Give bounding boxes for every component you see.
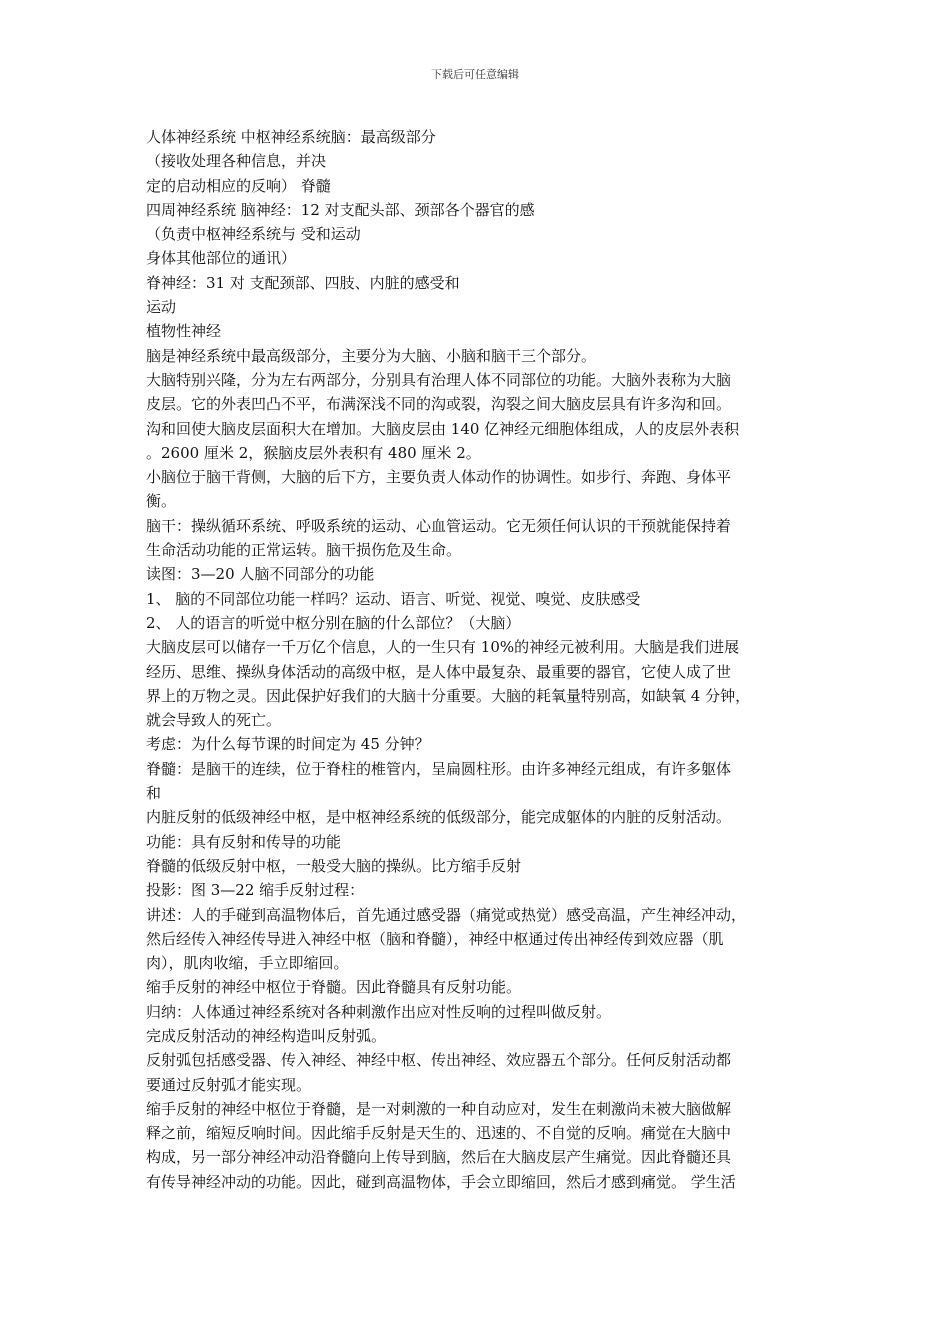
document-body	[146, 125, 818, 1194]
text-line: 缩手反射的神经中枢位于脊髓。因此脊髓具有反射功能。	[146, 978, 522, 997]
text-line: 肉），肌肉收缩，手立即缩回。	[146, 954, 349, 973]
text-line: 界上的万物之灵。因此保护好我们的大脑十分重要。大脑的耗氧量特别高，如缺氧 4 分钟，	[146, 686, 751, 705]
text-line: 2、 人的语言的听觉中枢分别在脑的什么部位？（大脑）	[146, 613, 521, 632]
text-line: 身体其他部位的通讯）	[146, 249, 297, 268]
text-line: 大脑特别兴隆，分为左右两部分，分别具有治理人体不同部位的功能。大脑外表称为大脑	[146, 370, 732, 389]
text-line: 投影：图 3—22 缩手反射过程：	[146, 881, 365, 900]
text-line: 脊髓的低级反射中枢，一般受大脑的操纵。比方缩手反射	[146, 856, 522, 875]
text-line: 缩手反射的神经中枢位于脊髓，是一对刺激的一种自动应对，发生在刺激尚未被大脑做解	[146, 1099, 732, 1118]
text-line: （接收处理各种信息，并决	[146, 152, 327, 171]
text-line: 脊神经：31 对 支配颈部、四肢、内脏的感受和	[146, 273, 460, 292]
text-line: 沟和回使大脑皮层面积大在增加。大脑皮层由 140 亿神经元细胞体组成，人的皮层外表积	[146, 419, 740, 438]
text-line: 和	[146, 784, 162, 803]
text-line: 四周神经系统 脑神经：12 对支配头部、颈部各个器官的感	[146, 200, 535, 219]
text-line: 1、 脑的不同部位功能一样吗？运动、语言、听觉、视觉、嗅觉、皮肤感受	[146, 589, 641, 608]
text-line: 讲述：人的手碰到高温物体后，首先通过感受器（痛觉或热觉）感受高温，产生神经冲动，	[146, 905, 747, 924]
text-line: 运动	[146, 298, 177, 317]
text-line: 功能：具有反射和传导的功能	[146, 832, 342, 851]
text-line: （负责中枢神经系统与 受和运动	[146, 225, 361, 244]
text-line: 内脏反射的低级神经中枢，是中枢神经系统的低级部分，能完成躯体的内脏的反射活动。	[146, 808, 732, 827]
text-line: 经历、思维、操纵身体活动的高级中枢，是人体中最复杂、最重要的器官，它使人成了世	[146, 662, 732, 681]
text-line: 皮层。它的外表凹凸不平，布满深浅不同的沟或裂，沟裂之间大脑皮层具有许多沟和回。	[146, 395, 732, 414]
text-line: 衡。	[146, 492, 177, 511]
text-line: 人体神经系统 中枢神经系统脑：最高级部分	[146, 128, 436, 146]
text-line: 植物性神经	[146, 322, 222, 341]
text-line: 反射弧包括感受器、传入神经、神经中枢、传出神经、效应器五个部分。任何反射活动都	[146, 1051, 732, 1070]
text-line: 有传导神经冲动的功能。因此，碰到高温物体，手会立即缩回，然后才感到痛觉。 学生活	[146, 1172, 736, 1191]
text-line: 脊髓：是脑干的连续，位于脊柱的椎管内，呈扁圆柱形。由许多神经元组成，有许多躯体	[146, 759, 732, 778]
text-line: 就会导致人的死亡。	[146, 711, 282, 730]
text-line: 读图：3—20 人脑不同部分的功能	[146, 565, 375, 584]
text-line: 定的启动相应的反响） 脊髓	[146, 176, 331, 195]
text-line: 小脑位于脑干背侧，大脑的后下方，主要负责人体动作的协调性。如步行、奔跑、身体平	[146, 468, 732, 487]
text-line: 脑是神经系统中最高级部分，主要分为大脑、小脑和脑干三个部分。	[146, 346, 597, 365]
text-line: 生命活动功能的正常运转。脑干损伤危及生命。	[146, 541, 462, 560]
text-line: 脑干：操纵循环系统、呼吸系统的运动、心血管运动。它无须任何认识的干预就能保持着	[146, 516, 732, 535]
text-line: 考虑：为什么每节课的时间定为 45 分钟？	[146, 735, 430, 754]
page-header: 下载后可任意编辑	[431, 68, 519, 81]
text-line: 。2600 厘米 2，猴脑皮层外表积有 480 厘米 2。	[146, 443, 481, 462]
text-line: 归纳：人体通过神经系统对各种刺激作出应对性反响的过程叫做反射。	[146, 1002, 612, 1021]
text-line: 完成反射活动的神经构造叫反射弧。	[146, 1026, 387, 1045]
text-line: 释之前，缩短反响时间。因此缩手反射是天生的、迅速的、不自觉的反响。痛觉在大脑中	[146, 1124, 732, 1143]
text-line: 要通过反射弧才能实现。	[146, 1075, 312, 1094]
text-line: 构成，另一部分神经冲动沿脊髓向上传导到脑，然后在大脑皮层产生痛觉。因此脊髓还具	[146, 1148, 732, 1167]
text-line: 然后经传入神经传导进入神经中枢（脑和脊髓），神经中枢通过传出神经传到效应器（肌	[146, 929, 724, 948]
text-line: 大脑皮层可以储存一千万亿个信息，人的一生只有 10%的神经元被利用。大脑是我们进展	[146, 638, 740, 657]
